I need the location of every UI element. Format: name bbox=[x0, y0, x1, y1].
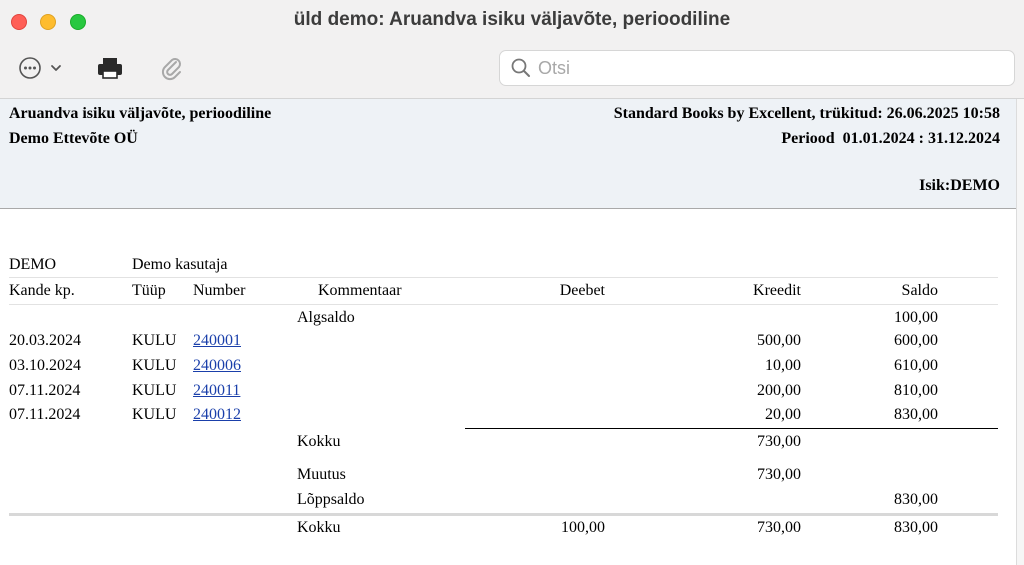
row-credit: 20,00 bbox=[765, 406, 801, 423]
row-balance: 830,00 bbox=[894, 406, 938, 423]
closing-balance-label: Lõppsaldo bbox=[297, 491, 365, 508]
window-titlebar bbox=[0, 0, 1024, 99]
column-header-type: Tüüp bbox=[132, 282, 166, 299]
print-button[interactable] bbox=[92, 52, 128, 84]
document-number-link[interactable]: 240006 bbox=[193, 357, 241, 374]
change-credit: 730,00 bbox=[757, 466, 801, 483]
row-date: 20.03.2024 bbox=[9, 332, 81, 349]
grand-total-balance: 830,00 bbox=[894, 519, 938, 536]
row-type: KULU bbox=[132, 382, 177, 399]
printed-info: Standard Books by Excellent, trükitud: 26.06.2025 10:58 bbox=[613, 105, 1000, 122]
vertical-scrollbar[interactable] bbox=[1016, 99, 1024, 565]
grand-total-label: Kokku bbox=[297, 519, 341, 536]
row-date: 07.11.2024 bbox=[9, 382, 81, 399]
opening-balance-value: 100,00 bbox=[894, 309, 938, 326]
row-credit: 10,00 bbox=[765, 357, 801, 374]
column-header-number: Number bbox=[193, 282, 246, 299]
subtotal-label: Kokku bbox=[297, 433, 341, 450]
grand-total-credit: 730,00 bbox=[757, 519, 801, 536]
row-credit: 200,00 bbox=[757, 382, 801, 399]
document-number-link[interactable]: 240011 bbox=[193, 382, 241, 399]
chevron-down-icon bbox=[49, 61, 63, 75]
person-name: Demo kasutaja bbox=[132, 256, 228, 273]
paperclip-icon bbox=[159, 55, 185, 81]
row-type: KULU bbox=[132, 357, 177, 374]
divider bbox=[9, 304, 998, 305]
window-title: üld demo: Aruandva isiku väljavõte, perioodiline bbox=[293, 9, 731, 30]
printer-icon bbox=[96, 55, 124, 81]
row-date: 07.11.2024 bbox=[9, 406, 81, 423]
search-icon bbox=[510, 57, 532, 79]
ellipsis-circle-icon bbox=[17, 55, 43, 81]
report-header bbox=[0, 99, 1016, 209]
opening-balance-label: Algsaldo bbox=[297, 309, 355, 326]
row-type: KULU bbox=[132, 406, 177, 423]
attach-button[interactable] bbox=[154, 52, 190, 84]
column-header-credit: Kreedit bbox=[753, 282, 801, 299]
column-header-balance: Saldo bbox=[901, 282, 938, 299]
column-header-date: Kande kp. bbox=[9, 282, 75, 299]
subtotal-credit: 730,00 bbox=[757, 433, 801, 450]
search-field[interactable] bbox=[499, 50, 1015, 86]
person-code: DEMO bbox=[9, 256, 57, 273]
divider bbox=[9, 277, 998, 278]
report-title: Aruandva isiku väljavõte, perioodiline bbox=[9, 105, 272, 122]
row-date: 03.10.2024 bbox=[9, 357, 81, 374]
total-divider bbox=[9, 513, 998, 516]
grand-total-debit: 100,00 bbox=[561, 519, 605, 536]
row-type: KULU bbox=[132, 332, 177, 349]
document-number-link[interactable]: 240012 bbox=[193, 406, 241, 423]
change-label: Muutus bbox=[297, 466, 346, 483]
subtotal-rule bbox=[465, 428, 998, 429]
more-actions-button[interactable] bbox=[12, 52, 68, 84]
search-input[interactable] bbox=[538, 58, 998, 79]
row-credit: 500,00 bbox=[757, 332, 801, 349]
company-name: Demo Ettevõte OÜ bbox=[9, 130, 138, 147]
row-balance: 610,00 bbox=[894, 357, 938, 374]
column-header-debit: Deebet bbox=[559, 282, 605, 299]
person-filter: Isik:DEMO bbox=[919, 177, 1000, 194]
document-number-link[interactable]: 240001 bbox=[193, 332, 241, 349]
report-period: Periood 01.01.2024 : 31.12.2024 bbox=[781, 130, 1000, 147]
closing-balance-value: 830,00 bbox=[894, 491, 938, 508]
row-balance: 810,00 bbox=[894, 382, 938, 399]
row-balance: 600,00 bbox=[894, 332, 938, 349]
column-header-comment: Kommentaar bbox=[318, 282, 402, 299]
